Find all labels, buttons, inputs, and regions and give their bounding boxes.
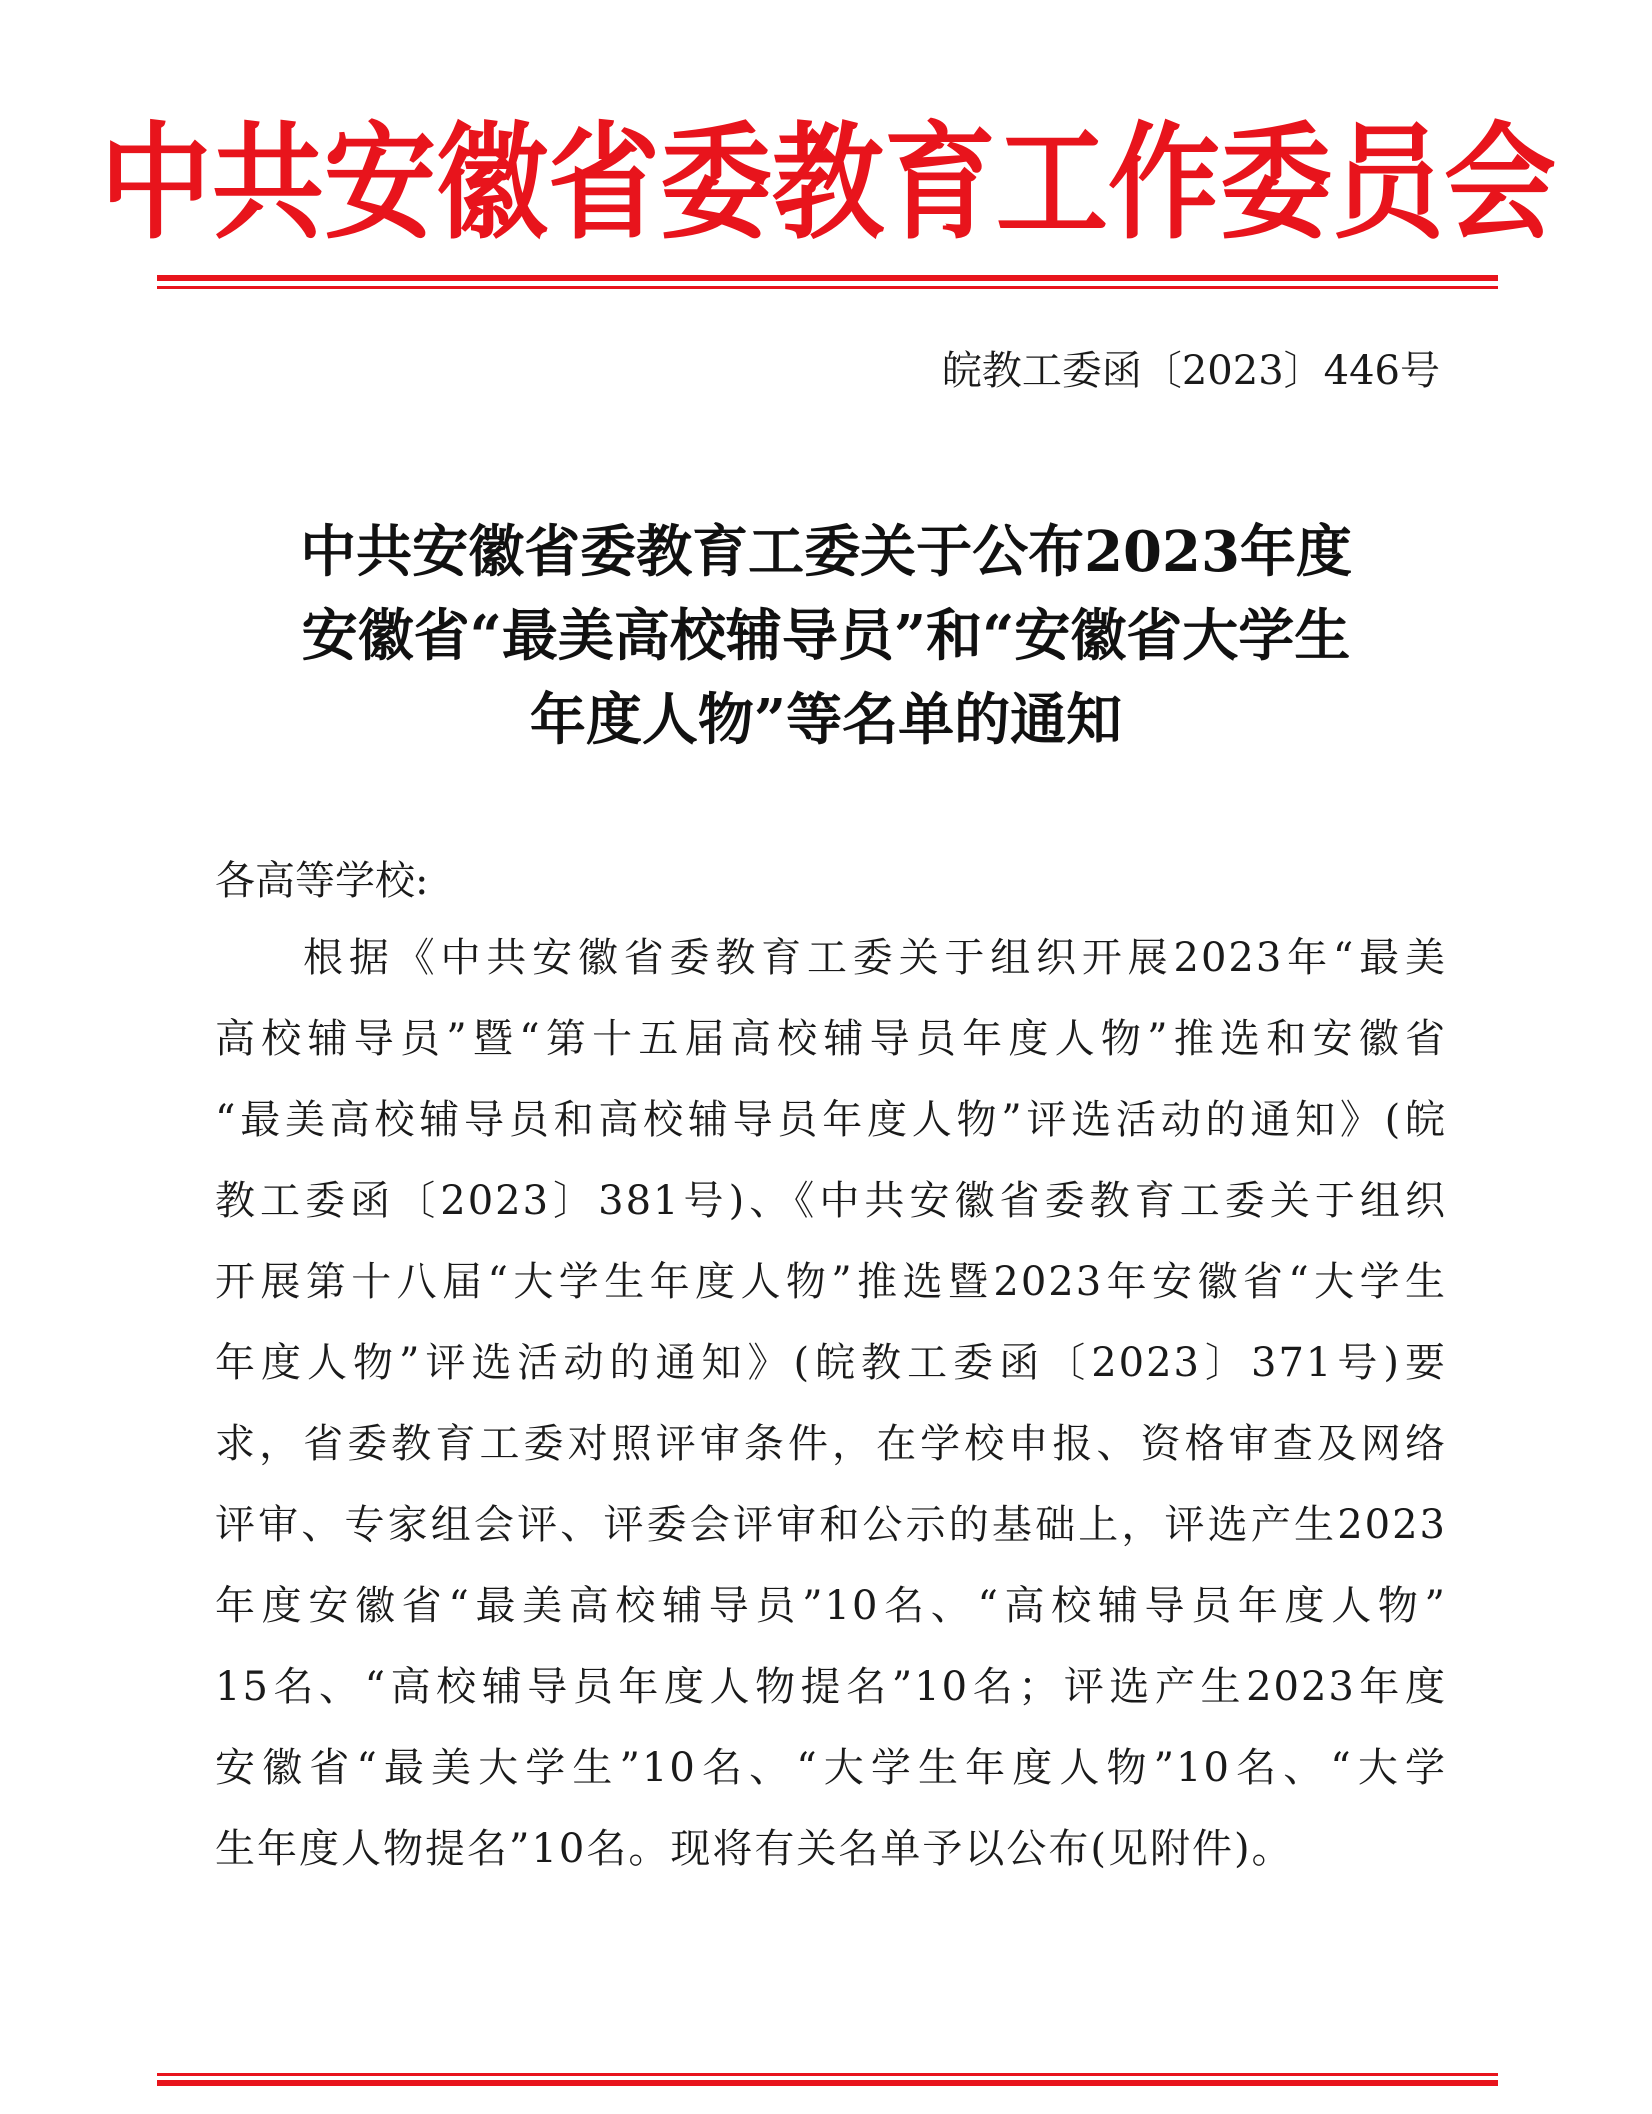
title-line: 中共安徽省委教育工委关于公布2023年度: [300, 519, 1352, 585]
footer-rule-thick: [157, 2080, 1498, 2086]
title-line: 安徽省“最美高校辅导员”和“安徽省大学生: [301, 603, 1351, 669]
title-line: 年度人物”等名单的通知: [529, 687, 1123, 753]
body-line: 求，省委教育工委对照评审条件，在学校申报、资格审查及网络: [215, 1421, 1447, 1467]
footer-rule-thin: [157, 2073, 1498, 2076]
document-title: [150, 510, 1502, 762]
body-paragraph: [215, 918, 1447, 1890]
body-line: 15名、“高校辅导员年度人物提名”10名；评选产生2023年度: [215, 1664, 1447, 1710]
body-line: 年度人物”评选活动的通知》(皖教工委函〔2023〕371号)要: [215, 1340, 1447, 1386]
masthead-title: 中共安徽省委教育工作委员会: [100, 111, 1556, 257]
body-line: 开展第十八届“大学生年度人物”推选暨2023年安徽省“大学生: [215, 1259, 1447, 1305]
body-line: 教工委函〔2023〕381号)、《中共安徽省委教育工委关于组织: [215, 1178, 1447, 1224]
body-line: 安徽省“最美大学生”10名、“大学生年度人物”10名、“大学: [215, 1745, 1447, 1791]
document-number: 皖教工委函〔2023〕446号: [941, 348, 1440, 394]
body-line: 年度安徽省“最美高校辅导员”10名、“高校辅导员年度人物”: [215, 1583, 1447, 1629]
addressee: 各高等学校:: [215, 858, 429, 904]
body-line: “最美高校辅导员和高校辅导员年度人物”评选活动的通知》(皖: [215, 1097, 1447, 1143]
body-line: 评审、专家组会评、评委会评审和公示的基础上，评选产生2023: [215, 1502, 1447, 1548]
body-line: 根据《中共安徽省委教育工委关于组织开展2023年“最美: [303, 935, 1447, 981]
body-line: 高校辅导员”暨“第十五届高校辅导员年度人物”推选和安徽省: [215, 1016, 1447, 1062]
header-rule-thick: [157, 275, 1498, 281]
header-rule-thin: [157, 286, 1498, 289]
body-line: 生年度人物提名”10名。现将有关名单予以公布(见附件)。: [215, 1826, 1294, 1872]
